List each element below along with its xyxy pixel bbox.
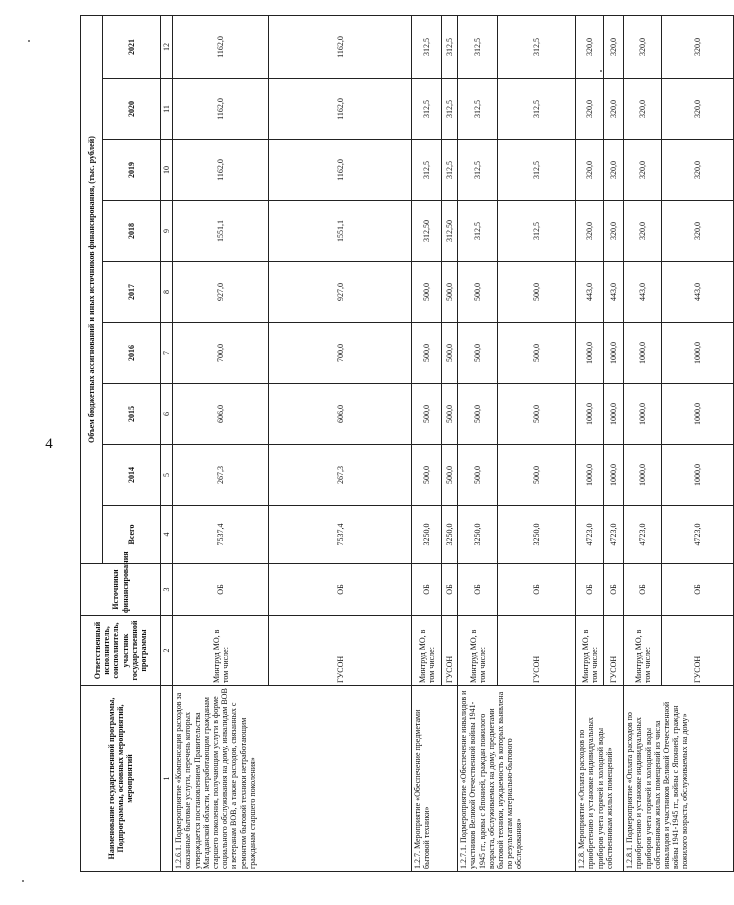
column-number: 2 <box>161 616 173 686</box>
value-cell: 320,0 <box>624 201 662 262</box>
responsible-cell: ГУСОН <box>604 616 624 686</box>
scan-speck <box>28 40 30 42</box>
column-number-row <box>161 15 173 871</box>
column-number: 5 <box>161 445 173 506</box>
financing-table <box>80 15 734 872</box>
column-number: 4 <box>161 506 173 564</box>
header-year: 2018 <box>103 201 161 262</box>
value-cell: 267,3 <box>269 445 412 506</box>
value-cell: 267,3 <box>173 445 269 506</box>
responsible-cell: Минтруд МО, в том числе: <box>624 616 662 686</box>
responsible-cell: Минтруд МО, в том числе: <box>412 616 442 686</box>
value-cell: 1162,0 <box>269 140 412 201</box>
value-cell: 4723,0 <box>662 506 734 564</box>
value-cell: 500,0 <box>498 445 576 506</box>
value-cell: 320,0 <box>624 140 662 201</box>
value-cell: 312,5 <box>458 79 498 140</box>
responsible-cell: ГУСОН <box>269 616 412 686</box>
value-cell: 443,0 <box>576 262 604 323</box>
value-cell: 1162,0 <box>173 79 269 140</box>
value-cell: 500,0 <box>412 262 442 323</box>
value-cell: 500,0 <box>412 323 442 384</box>
source-cell: ОБ <box>604 564 624 616</box>
value-cell: 320,0 <box>624 79 662 140</box>
value-cell: 700,0 <box>269 323 412 384</box>
value-cell: 320,0 <box>604 79 624 140</box>
page-number: 4 <box>45 436 53 452</box>
column-number: 1 <box>161 686 173 872</box>
value-cell: 606,0 <box>269 384 412 445</box>
measure-name: 1.2.7.1. Подмероприятие «Обеспечение инвалидов и участников Великой Отечественной войны 1941-1945 гг., вдовы с Японией, граждан пожилого возраста, обслуживаемых на дому, предметами бытовой техники, нуждаемость в которых выявлена по результатам материально-бытового обследования» <box>458 686 576 872</box>
value-cell: 500,0 <box>442 262 458 323</box>
value-cell: 7537,4 <box>269 506 412 564</box>
value-cell: 3250,0 <box>442 506 458 564</box>
value-cell: 500,0 <box>412 384 442 445</box>
value-cell: 1000,0 <box>662 323 734 384</box>
value-cell: 320,0 <box>576 140 604 201</box>
measure-name: 1.2.6.1. Подмероприятие «Компенсация расходов за оказанные бытовые услуги, перечень которых утверждается постановлением Правительства Магаданской области, нетработающим гражданам старшего поколения, получающим услуги в форме социального обслуживания на дому, инвалидам ВОВ и ветеранам ВОВ, а также расходов, связанных с ремонтом бытовой техники нетработающим гражданам старшего поколения» <box>173 686 412 872</box>
value-cell: 1162,0 <box>269 79 412 140</box>
value-cell: 7537,4 <box>173 506 269 564</box>
responsible-cell: ГУСОН <box>662 616 734 686</box>
value-cell: 320,0 <box>662 79 734 140</box>
column-number: 11 <box>161 79 173 140</box>
value-cell: 312,5 <box>458 140 498 201</box>
column-number: 10 <box>161 140 173 201</box>
responsible-cell: ГУСОН <box>442 616 458 686</box>
value-cell: 320,0 <box>662 15 734 78</box>
value-cell: 500,0 <box>442 323 458 384</box>
header-total: Всего <box>103 506 161 564</box>
value-cell: 443,0 <box>624 262 662 323</box>
source-cell: ОБ <box>498 564 576 616</box>
value-cell: 500,0 <box>458 323 498 384</box>
value-cell: 443,0 <box>662 262 734 323</box>
source-cell: ОБ <box>624 564 662 616</box>
value-cell: 320,0 <box>576 79 604 140</box>
source-cell: ОБ <box>662 564 734 616</box>
value-cell: 1000,0 <box>662 384 734 445</box>
table-row <box>624 15 662 871</box>
responsible-cell: Минтруд МО, в том числе: <box>173 616 269 686</box>
value-cell: 312,5 <box>412 140 442 201</box>
value-cell: 4723,0 <box>624 506 662 564</box>
value-cell: 1000,0 <box>662 445 734 506</box>
value-cell: 320,0 <box>576 15 604 78</box>
responsible-cell: ГУСОН <box>498 616 576 686</box>
table-row <box>412 15 442 871</box>
value-cell: 500,0 <box>498 384 576 445</box>
value-cell: 3250,0 <box>498 506 576 564</box>
value-cell: 320,0 <box>662 201 734 262</box>
value-cell: 500,0 <box>458 262 498 323</box>
value-cell: 700,0 <box>173 323 269 384</box>
table-row <box>173 15 269 871</box>
header-year: 2017 <box>103 262 161 323</box>
column-number: 7 <box>161 323 173 384</box>
value-cell: 3250,0 <box>412 506 442 564</box>
header-year: 2014 <box>103 445 161 506</box>
value-cell: 1000,0 <box>624 384 662 445</box>
value-cell: 1551,1 <box>173 201 269 262</box>
value-cell: 500,0 <box>458 445 498 506</box>
value-cell: 1000,0 <box>576 384 604 445</box>
header-source: Источники финансирования <box>81 564 161 616</box>
value-cell: 1000,0 <box>576 445 604 506</box>
value-cell: 312,50 <box>412 201 442 262</box>
header-year: 2020 <box>103 79 161 140</box>
header-year: 2019 <box>103 140 161 201</box>
value-cell: 312,5 <box>498 15 576 78</box>
value-cell: 320,0 <box>576 201 604 262</box>
measure-name: 1.2.8.1. Подмероприятие «Оплата расходов по приобретению и установке индивидуальных приборов учета горячей и холодной воды собственникам жилых помещений из числа инвалидов и участников Великой Отечественной войны 1941-1945 гг., войны с Японией, граждан пожилого возраста, обслуживаемых на дому» <box>624 686 734 872</box>
value-cell: 1000,0 <box>624 323 662 384</box>
value-cell: 312,5 <box>412 15 442 78</box>
value-cell: 927,0 <box>173 262 269 323</box>
value-cell: 1000,0 <box>604 445 624 506</box>
value-cell: 3250,0 <box>458 506 498 564</box>
value-cell: 320,0 <box>624 15 662 78</box>
value-cell: 1551,1 <box>269 201 412 262</box>
value-cell: 320,0 <box>662 140 734 201</box>
header-year: 2021 <box>103 15 161 78</box>
header-responsible: Ответственный исполнитель, соисполнитель, участник государственной программы <box>81 616 161 686</box>
column-number: 9 <box>161 201 173 262</box>
value-cell: 1162,0 <box>269 15 412 78</box>
value-cell: 4723,0 <box>604 506 624 564</box>
source-cell: ОБ <box>412 564 442 616</box>
source-cell: ОБ <box>173 564 269 616</box>
header-name: Наименование государственной программы, Подпрограммы, основных мероприятий, мероприятий <box>81 686 161 872</box>
table-row <box>576 15 604 871</box>
table-row <box>458 15 498 871</box>
value-cell: 443,0 <box>604 262 624 323</box>
value-cell: 312,5 <box>458 201 498 262</box>
value-cell: 500,0 <box>442 445 458 506</box>
value-cell: 1162,0 <box>173 140 269 201</box>
value-cell: 500,0 <box>412 445 442 506</box>
responsible-cell: Минтруд МО, в том числе: <box>458 616 498 686</box>
value-cell: 500,0 <box>498 323 576 384</box>
measure-name: 1.2.7. Мероприятие «Обеспечение предметами бытовой техники» <box>412 686 458 872</box>
value-cell: 927,0 <box>269 262 412 323</box>
column-number: 12 <box>161 15 173 78</box>
value-cell: 500,0 <box>458 384 498 445</box>
value-cell: 4723,0 <box>576 506 604 564</box>
value-cell: 312,5 <box>498 140 576 201</box>
column-number: 3 <box>161 564 173 616</box>
scan-speck <box>22 880 24 882</box>
responsible-cell: Минтруд МО, в том числе: <box>576 616 604 686</box>
value-cell: 320,0 <box>604 140 624 201</box>
value-cell: 1000,0 <box>604 384 624 445</box>
value-cell: 312,5 <box>458 15 498 78</box>
source-cell: ОБ <box>576 564 604 616</box>
source-cell: ОБ <box>442 564 458 616</box>
value-cell: 312,5 <box>442 79 458 140</box>
value-cell: 312,50 <box>442 201 458 262</box>
header-year: 2015 <box>103 384 161 445</box>
column-number: 6 <box>161 384 173 445</box>
header-year: 2016 <box>103 323 161 384</box>
value-cell: 1000,0 <box>624 445 662 506</box>
value-cell: 312,5 <box>412 79 442 140</box>
value-cell: 312,5 <box>442 140 458 201</box>
column-number: 8 <box>161 262 173 323</box>
value-cell: 1162,0 <box>173 15 269 78</box>
value-cell: 320,0 <box>604 15 624 78</box>
value-cell: 1000,0 <box>604 323 624 384</box>
source-cell: ОБ <box>269 564 412 616</box>
source-cell: ОБ <box>458 564 498 616</box>
value-cell: 606,0 <box>173 384 269 445</box>
measure-name: 1.2.8. Мероприятие «Оплата расходов по приобретению и установке индивидуальных приборов учета горячей и холодной воды собственникам жилых помещений» <box>576 686 624 872</box>
value-cell: 500,0 <box>498 262 576 323</box>
rotated-table-container <box>80 16 703 872</box>
value-cell: 312,5 <box>442 15 458 78</box>
value-cell: 1000,0 <box>576 323 604 384</box>
value-cell: 312,5 <box>498 201 576 262</box>
value-cell: 500,0 <box>442 384 458 445</box>
value-cell: 312,5 <box>498 79 576 140</box>
value-cell: 320,0 <box>604 201 624 262</box>
header-funding-group: Объем бюджетных ассигнований и иных источников финансирования, (тыс. рублей) <box>81 15 103 563</box>
